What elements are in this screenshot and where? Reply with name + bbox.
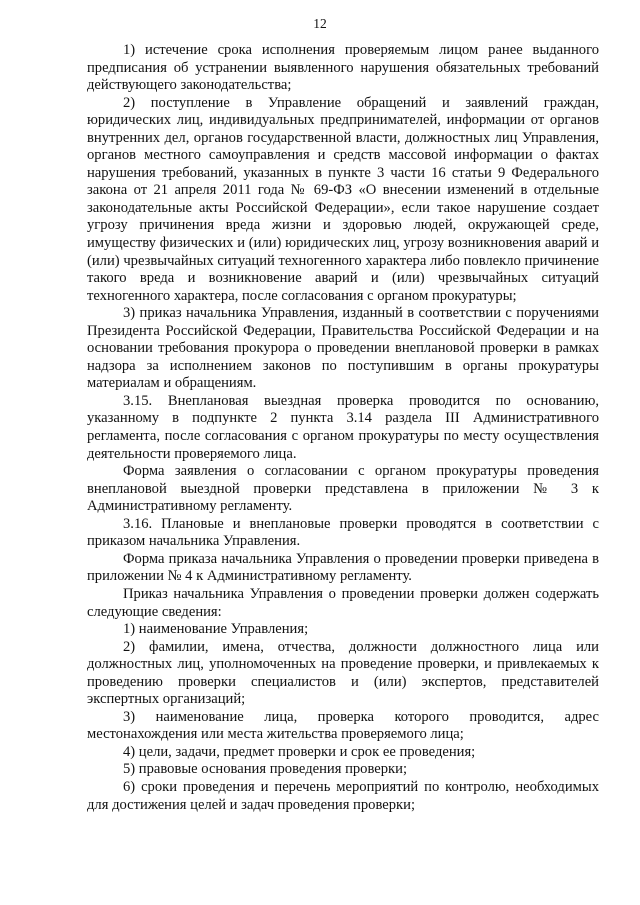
list-item-2: 2) фамилии, имена, отчества, должности должностного лица или должностных лиц, уполномоченных на проведение проверки, и привлекаемых к проведению проверки специалистов и (или) экспертов, представителей экспертных организаций; xyxy=(87,638,599,708)
paragraph-order-content: Приказ начальника Управления о проведении проверки должен содержать следующие сведения: xyxy=(87,585,599,620)
paragraph-3-15: 3.15. Внеплановая выездная проверка проводится по основанию, указанному в подпункте 2 пункта 3.14 раздела III Административного регламента, после согласования с органом прокуратуры по месту осуществления деятельности проверяемого лица. xyxy=(87,392,599,462)
paragraph-order-form: Форма приказа начальника Управления о проведении проверки приведена в приложении № 4 к Административному регламенту. xyxy=(87,550,599,585)
list-item-5: 5) правовые основания проведения проверки; xyxy=(123,761,408,778)
list-item-1: 1) наименование Управления; xyxy=(123,621,309,638)
paragraph-3-16: 3.16. Плановые и внеплановые проверки проводятся в соответствии с приказом начальника Управления. xyxy=(87,515,599,550)
list-item-6: 6) сроки проведения и перечень мероприятий по контролю, необходимых для достижения целей и задач проведения проверки; xyxy=(87,778,599,813)
paragraph-item-3: 3) приказ начальника Управления, изданный в соответствии с поручениями Президента Российской Федерации, Правительства Российской Федерации и на основании требования прокурора о проведении внеплановой проверки в рамках надзора за исполнением законов по поступившим в органы прокуратуры материалам и обращениям. xyxy=(87,305,599,392)
document-body xyxy=(87,42,599,814)
list-item-4: 4) цели, задачи, предмет проверки и срок ее проведения; xyxy=(123,743,476,760)
list-item-3: 3) наименование лица, проверка которого проводится, адрес местонахождения или места жительства проверяемого лица; xyxy=(87,708,599,743)
page-number: 12 xyxy=(313,16,327,31)
paragraph-item-1: 1) истечение срока исполнения проверяемым лицом ранее выданного предписания об устранении выявленного нарушения обязательных требований действующего законодательства; xyxy=(87,42,599,94)
paragraph-application-form: Форма заявления о согласовании с органом прокуратуры проведения внеплановой выездной проверки представлена в приложении № 3 к Административному регламенту. xyxy=(87,463,599,515)
paragraph-item-2: 2) поступление в Управление обращений и заявлений граждан, юридических лиц, индивидуальных предпринимателей, информации от органов внутренних дел, органов государственной власти, должностных лиц Управления, органов местного самоуправления и средств массовой информации о фактах нарушения требований, указанных в пункте 3 части 16 статьи 9 Федерального закона от 21 апреля 2011 года № 69-ФЗ «О внесении изменений в отдельные законодательные акты Российской Федерации», если такое нарушение создает угрозу причинения вреда жизни и здоровью людей, окружающей среде, имуществу физических и (или) юридических лиц, угрозу возникновения аварий и (или) чрезвычайных ситуаций техногенного характера либо повлекло причинение такого вреда и возникновение аварий и (или) чрезвычайных ситуаций техногенного характера, после согласования с органом прокуратуры; xyxy=(87,94,599,304)
